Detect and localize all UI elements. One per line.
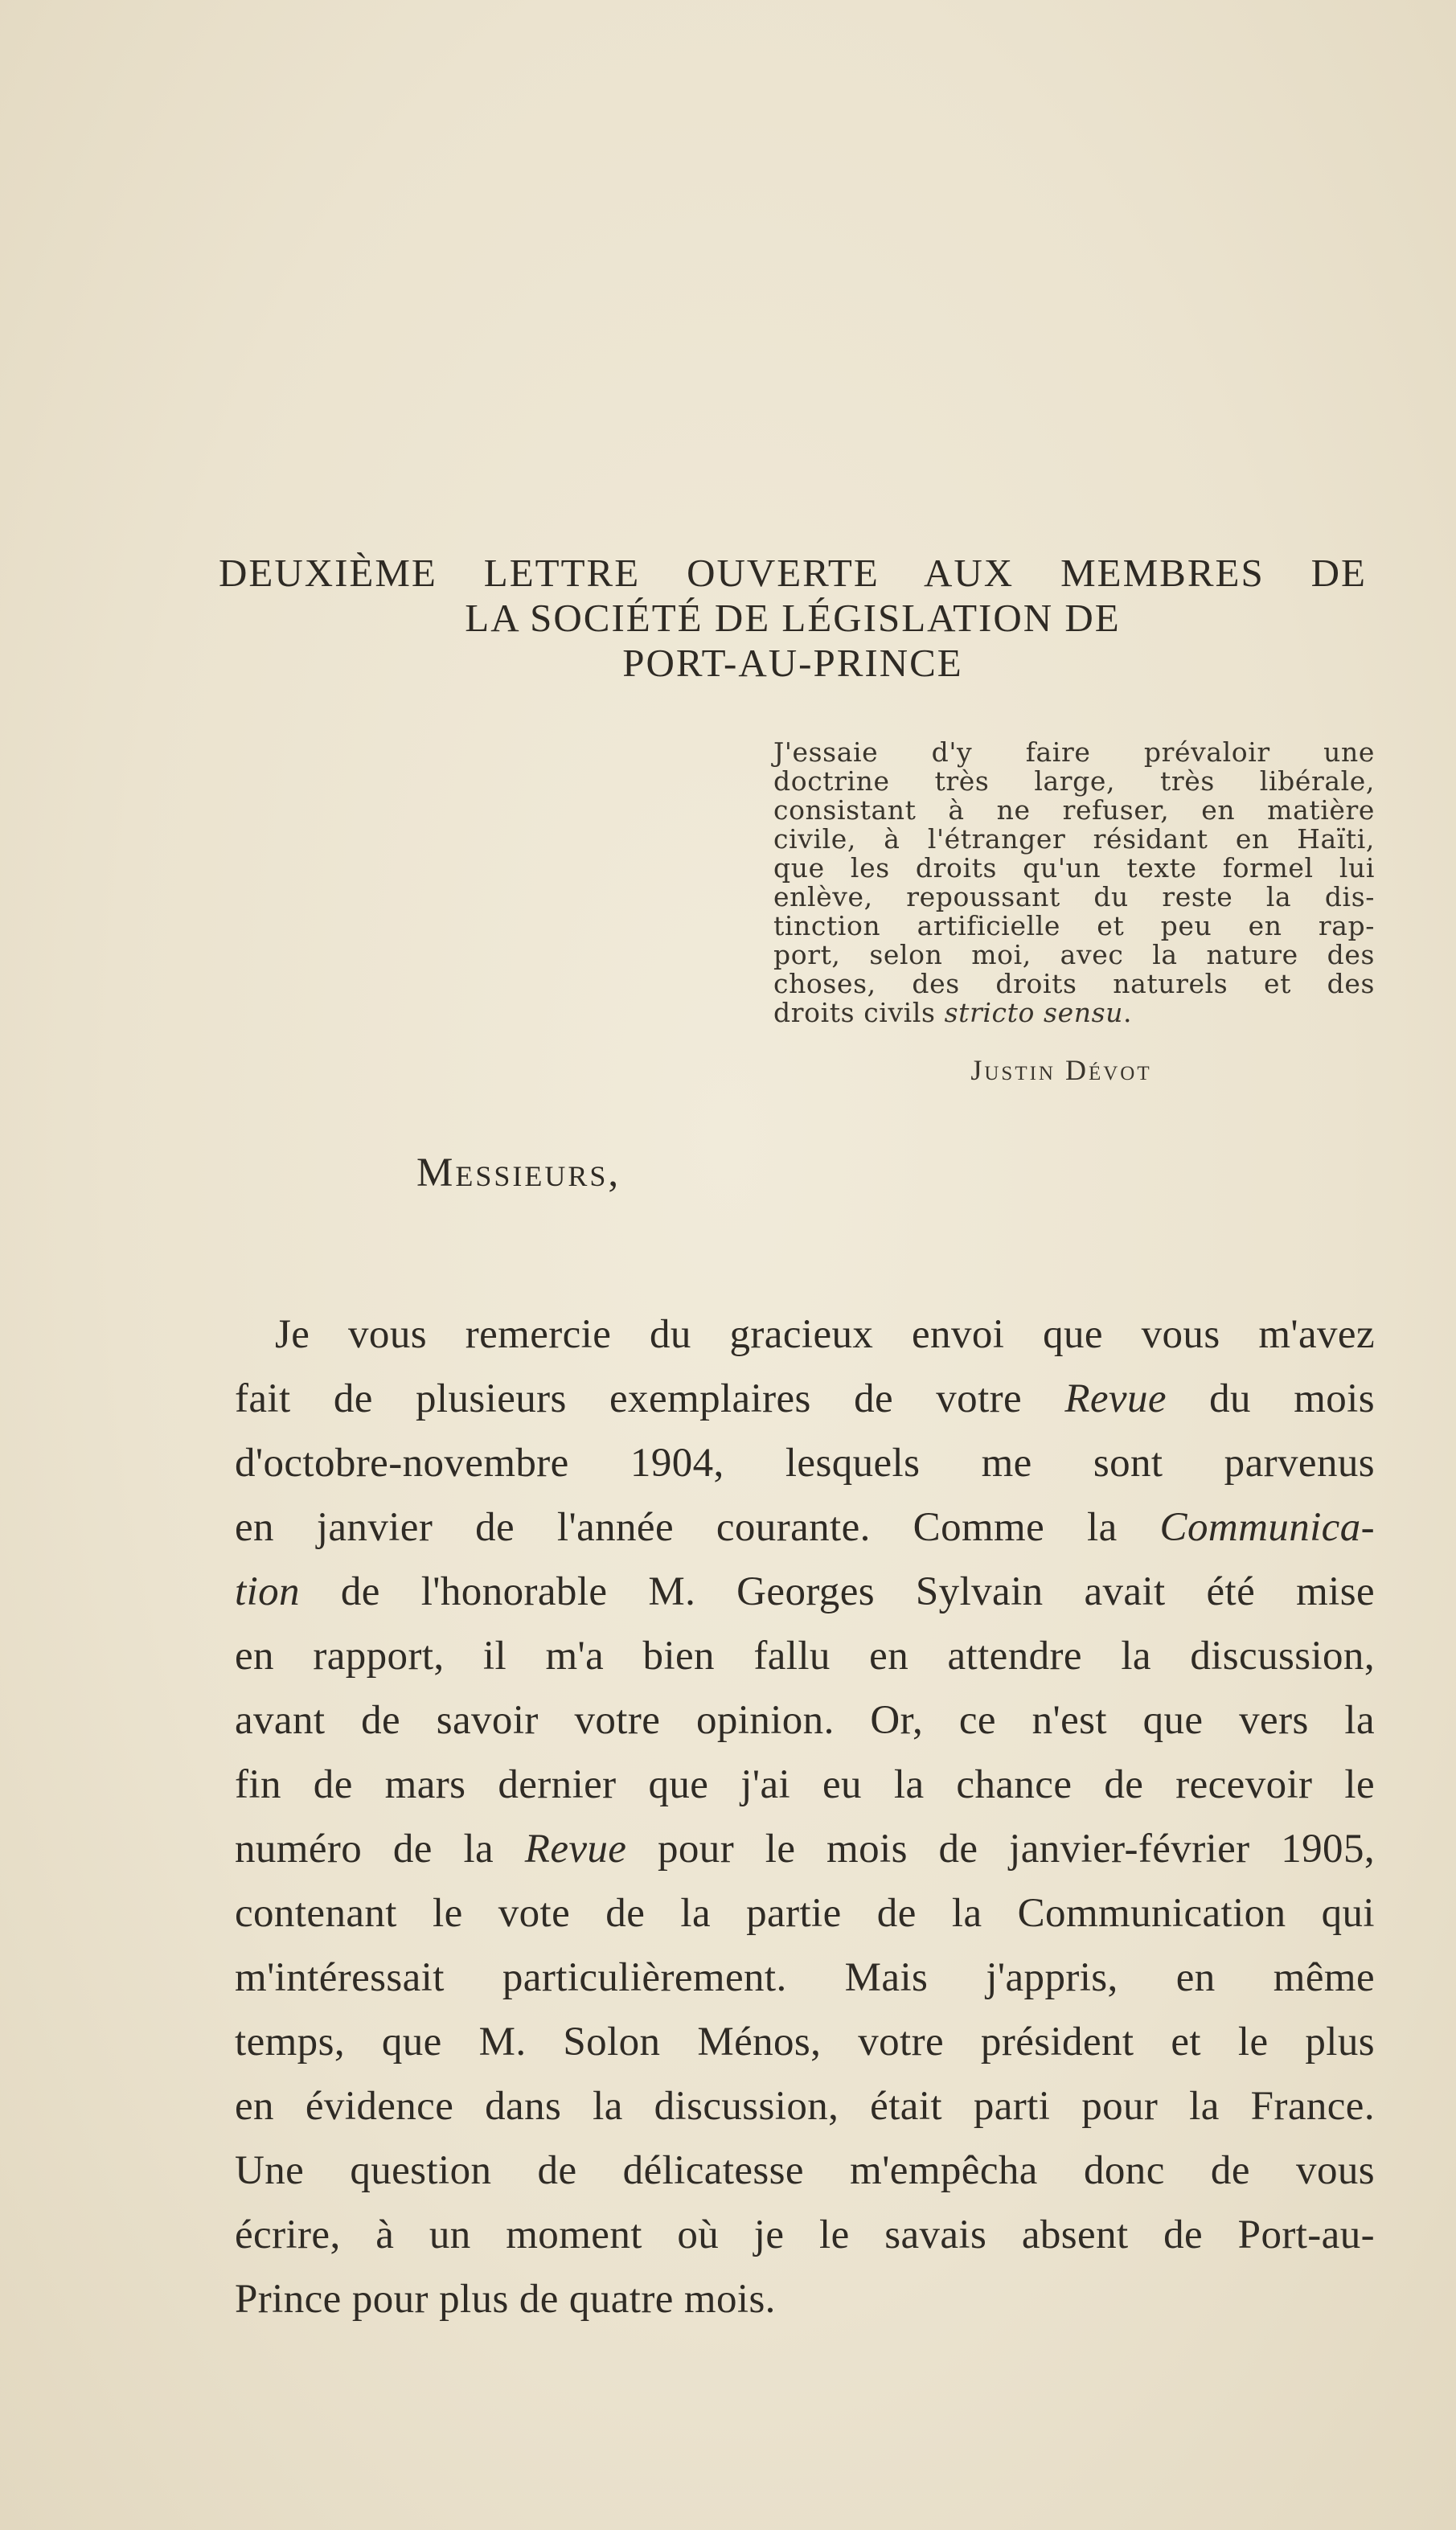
title-line-2: LA SOCIÉTÉ DE LÉGISLATION DE (465, 596, 1121, 640)
salutation: Messieurs, (416, 1150, 621, 1195)
body-italic: Communica- (1159, 1505, 1375, 1550)
epigraph-line: consistant à ne refuser, en matière (773, 794, 1375, 826)
body-line: avant de savoir votre opinion. Or, ce n'est que vers la (235, 1698, 1375, 1743)
body-line (235, 1560, 1375, 1624)
body-italic: Revue (524, 1827, 627, 1872)
body-text: pour le mois de janvier-février 1905, (626, 1827, 1375, 1872)
body-italic: tion (235, 1569, 300, 1614)
body-text: fait de plusieurs exemplaires de votre (235, 1376, 1065, 1421)
letter-title (219, 551, 1376, 686)
body-line: écrire, à un moment où je le savais absent de Port-au- (235, 2212, 1375, 2257)
body-line: d'octobre-novembre 1904, lesquels me sont parvenus (235, 1441, 1375, 1486)
epigraph-line: J'essaie d'y faire prévaloir une (773, 736, 1375, 768)
body-text: de l'honorable M. Georges Sylvain avait été mise (299, 1569, 1375, 1614)
body-line (235, 1367, 1375, 1431)
body-line: Je vous remercie du gracieux envoi que vous m'avez (275, 1312, 1375, 1357)
title-line-1: DEUXIÈME LETTRE OUVERTE AUX MEMBRES DE (219, 551, 1367, 595)
body-italic: Revue (1064, 1376, 1167, 1421)
epigraph-signature: Justin Dévot (970, 1054, 1152, 1086)
epigraph-last-line (773, 998, 1375, 1027)
body-text: en janvier de l'année courante. Comme la (235, 1505, 1160, 1550)
epigraph-line: doctrine très large, très libérale, (773, 765, 1375, 797)
body-line: Prince pour plus de quatre mois. (235, 2277, 776, 2322)
epigraph-line: port, selon moi, avec la nature des (773, 939, 1375, 970)
body-line: en évidence dans la discussion, était parti pour la France. (235, 2084, 1375, 2129)
epigraph-last-suffix: . (1122, 997, 1133, 1028)
letter-body (235, 1302, 1375, 2331)
epigraph-line: choses, des droits naturels et des (773, 968, 1375, 999)
epigraph-line: enlève, repoussant du reste la dis- (773, 881, 1375, 912)
epigraph-italic: stricto sensu (944, 997, 1123, 1028)
epigraph-last-prefix: droits civils (773, 997, 945, 1028)
body-line: m'intéressait particulièrement. Mais j'appris, en même (235, 1955, 1375, 2000)
body-line: temps, que M. Solon Ménos, votre président et le plus (235, 2019, 1375, 2065)
body-line: Une question de délicatesse m'empêcha donc de vous (235, 2148, 1375, 2193)
body-line (235, 1817, 1375, 1881)
epigraph (773, 738, 1375, 1027)
body-text: numéro de la (235, 1827, 525, 1872)
body-line: fin de mars dernier que j'ai eu la chance de recevoir le (235, 1762, 1375, 1807)
epigraph-line: tinction artificielle et peu en rap- (773, 910, 1375, 941)
body-line: contenant le vote de la partie de la Communication qui (235, 1891, 1375, 1936)
body-line (235, 1495, 1375, 1560)
body-line: en rapport, il m'a bien fallu en attendre la discussion, (235, 1634, 1375, 1679)
epigraph-line: civile, à l'étranger résidant en Haïti, (773, 823, 1375, 855)
body-text: du mois (1166, 1376, 1375, 1421)
epigraph-line: que les droits qu'un texte formel lui (773, 852, 1375, 884)
title-line-3: PORT-AU-PRINCE (622, 641, 963, 685)
